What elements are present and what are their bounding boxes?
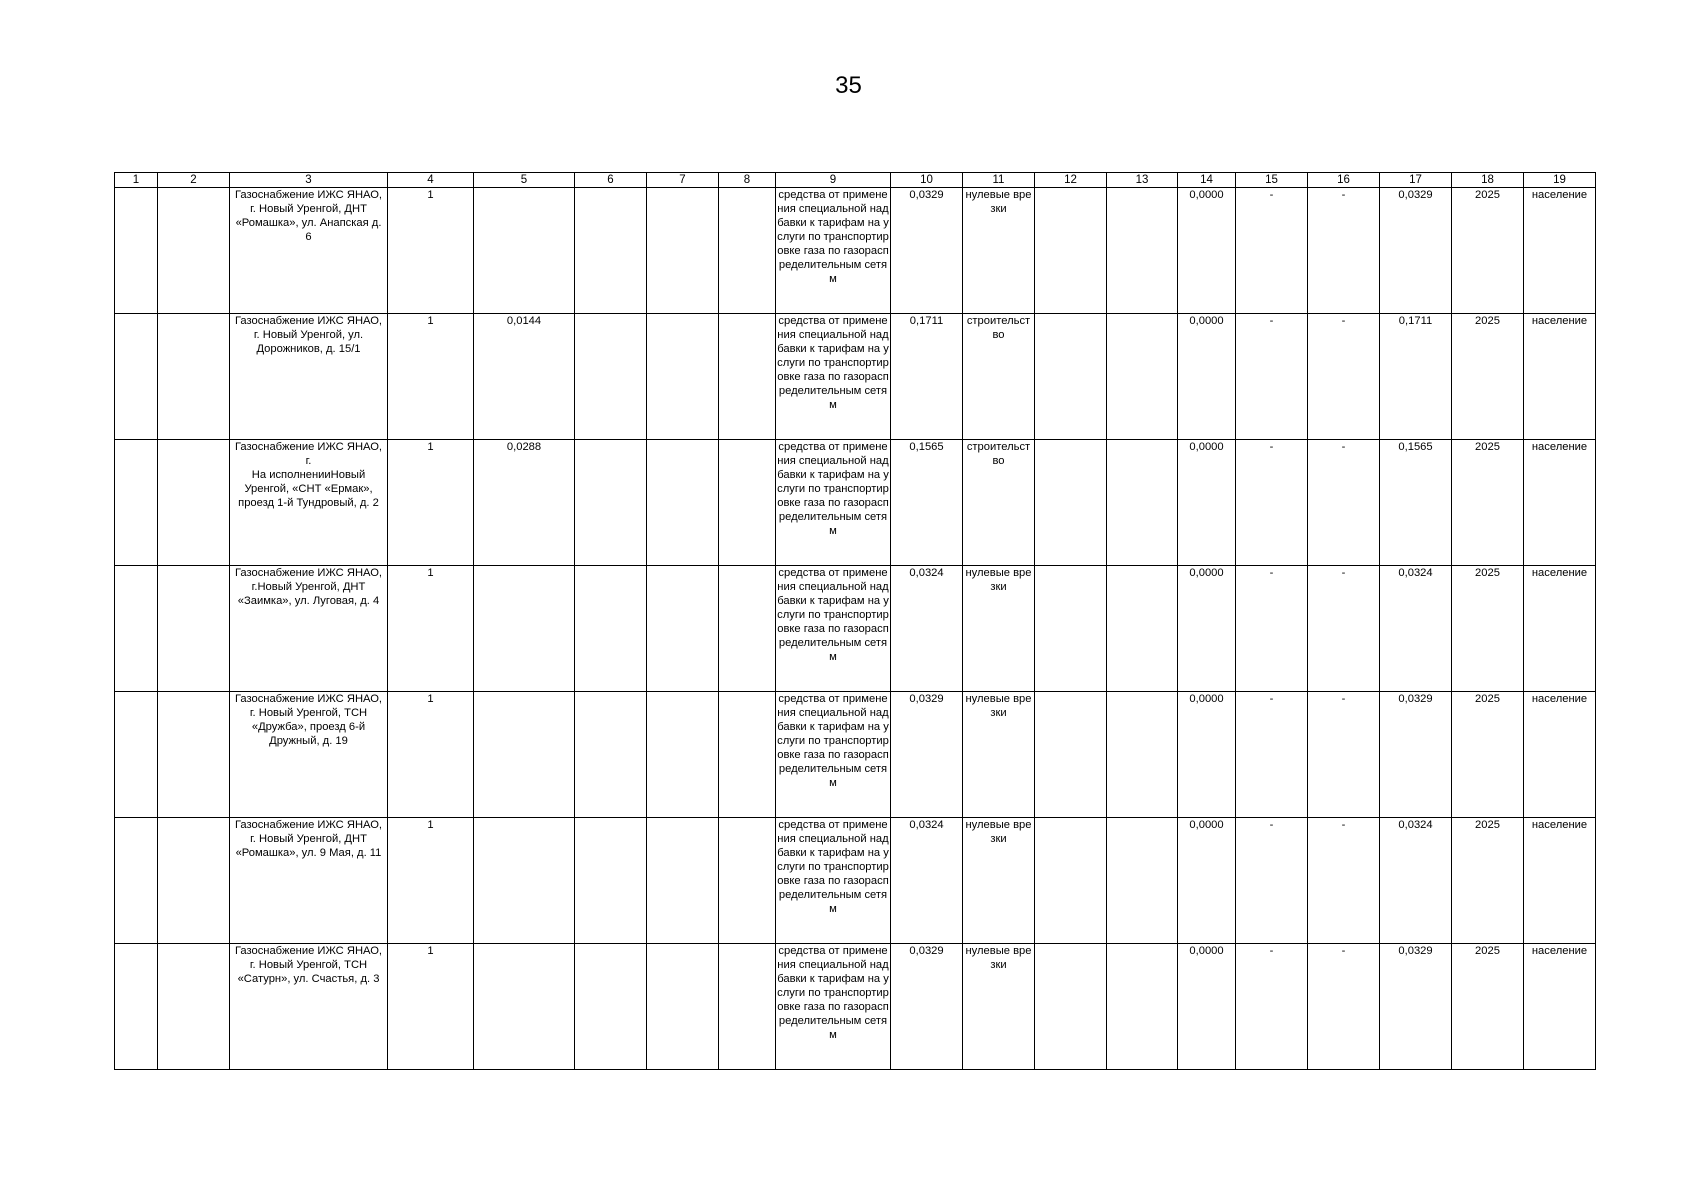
table-row bbox=[115, 944, 1596, 1070]
col-header: 19 bbox=[1524, 173, 1596, 188]
cell-col7 bbox=[647, 566, 719, 692]
cell-col2 bbox=[158, 818, 230, 944]
col-header: 10 bbox=[891, 173, 963, 188]
cell-col8 bbox=[719, 188, 776, 314]
cell-col14: 0,0000 bbox=[1178, 188, 1236, 314]
col-header: 8 bbox=[719, 173, 776, 188]
cell-funding-source: средства от применения специальной надбавки к тарифам на услуги по транспортировке газа по газораспределительным сетям bbox=[776, 818, 891, 944]
table-row bbox=[115, 188, 1596, 314]
cell-work-type: строительство bbox=[963, 440, 1035, 566]
cell-beneficiary: население bbox=[1524, 692, 1596, 818]
col-header: 14 bbox=[1178, 173, 1236, 188]
cell-col15: - bbox=[1236, 818, 1308, 944]
cell-work-type: нулевые врезки bbox=[963, 944, 1035, 1070]
col-header: 4 bbox=[388, 173, 474, 188]
cell-funding-source: средства от применения специальной надбавки к тарифам на услуги по транспортировке газа по газораспределительным сетям bbox=[776, 944, 891, 1070]
table-row bbox=[115, 566, 1596, 692]
cell-col12 bbox=[1035, 818, 1107, 944]
cell-col8 bbox=[719, 314, 776, 440]
cell-col5 bbox=[474, 944, 575, 1070]
cell-col15: - bbox=[1236, 944, 1308, 1070]
cell-object-name: Газоснабжение ИЖС ЯНАО, г. Новый Уренгой, ТСН «Дружба», проезд 6-й Дружный, д. 19 bbox=[230, 692, 388, 818]
cell-col2 bbox=[158, 944, 230, 1070]
cell-col6 bbox=[575, 818, 647, 944]
cell-col13 bbox=[1107, 440, 1178, 566]
cell-col10: 0,0324 bbox=[891, 818, 963, 944]
cell-year: 2025 bbox=[1452, 566, 1524, 692]
cell-col1 bbox=[115, 692, 158, 818]
cell-beneficiary: население bbox=[1524, 314, 1596, 440]
cell-beneficiary: население bbox=[1524, 440, 1596, 566]
cell-beneficiary: население bbox=[1524, 188, 1596, 314]
table-row bbox=[115, 692, 1596, 818]
cell-work-type: нулевые врезки bbox=[963, 818, 1035, 944]
cell-object-name: Газоснабжение ИЖС ЯНАО, г.Новый Уренгой, ДНТ «Заимка», ул. Луговая, д. 4 bbox=[230, 566, 388, 692]
cell-col17: 0,0329 bbox=[1380, 944, 1452, 1070]
cell-col1 bbox=[115, 314, 158, 440]
cell-work-type: нулевые врезки bbox=[963, 566, 1035, 692]
col-header: 13 bbox=[1107, 173, 1178, 188]
cell-col1 bbox=[115, 818, 158, 944]
cell-col17: 0,0324 bbox=[1380, 566, 1452, 692]
cell-col6 bbox=[575, 944, 647, 1070]
cell-work-type: нулевые врезки bbox=[963, 188, 1035, 314]
cell-col10: 0,0329 bbox=[891, 188, 963, 314]
cell-beneficiary: население bbox=[1524, 818, 1596, 944]
col-header: 18 bbox=[1452, 173, 1524, 188]
cell-col15: - bbox=[1236, 440, 1308, 566]
cell-col8 bbox=[719, 566, 776, 692]
cell-col15: - bbox=[1236, 188, 1308, 314]
cell-col14: 0,0000 bbox=[1178, 440, 1236, 566]
cell-col4: 1 bbox=[388, 818, 474, 944]
cell-col4: 1 bbox=[388, 566, 474, 692]
cell-col12 bbox=[1035, 566, 1107, 692]
cell-object-name: Газоснабжение ИЖС ЯНАО, г. Новый Уренгой, ТСН «Сатурн», ул. Счастья, д. 3 bbox=[230, 944, 388, 1070]
cell-col6 bbox=[575, 188, 647, 314]
cell-col6 bbox=[575, 440, 647, 566]
col-header: 7 bbox=[647, 173, 719, 188]
cell-beneficiary: население bbox=[1524, 566, 1596, 692]
cell-col4: 1 bbox=[388, 692, 474, 818]
col-header: 12 bbox=[1035, 173, 1107, 188]
cell-col13 bbox=[1107, 818, 1178, 944]
cell-col17: 0,0329 bbox=[1380, 188, 1452, 314]
cell-col13 bbox=[1107, 692, 1178, 818]
cell-col4: 1 bbox=[388, 314, 474, 440]
cell-col7 bbox=[647, 692, 719, 818]
cell-col17: 0,1565 bbox=[1380, 440, 1452, 566]
cell-funding-source: средства от применения специальной надбавки к тарифам на услуги по транспортировке газа по газораспределительным сетям bbox=[776, 440, 891, 566]
cell-col14: 0,0000 bbox=[1178, 692, 1236, 818]
cell-col2 bbox=[158, 314, 230, 440]
cell-col14: 0,0000 bbox=[1178, 818, 1236, 944]
table-body bbox=[115, 188, 1596, 1070]
cell-col12 bbox=[1035, 188, 1107, 314]
cell-col16: - bbox=[1308, 818, 1380, 944]
cell-col16: - bbox=[1308, 566, 1380, 692]
cell-col13 bbox=[1107, 188, 1178, 314]
cell-year: 2025 bbox=[1452, 188, 1524, 314]
col-header: 2 bbox=[158, 173, 230, 188]
cell-year: 2025 bbox=[1452, 818, 1524, 944]
cell-col16: - bbox=[1308, 188, 1380, 314]
cell-col2 bbox=[158, 188, 230, 314]
cell-col17: 0,0329 bbox=[1380, 692, 1452, 818]
cell-col10: 0,0329 bbox=[891, 692, 963, 818]
cell-col16: - bbox=[1308, 944, 1380, 1070]
page-number: 35 bbox=[835, 72, 862, 99]
cell-col16: - bbox=[1308, 692, 1380, 818]
cell-object-name: Газоснабжение ИЖС ЯНАО, г. Новый Уренгой, ДНТ «Ромашка», ул. 9 Мая, д. 11 bbox=[230, 818, 388, 944]
cell-col15: - bbox=[1236, 692, 1308, 818]
cell-funding-source: средства от применения специальной надбавки к тарифам на услуги по транспортировке газа по газораспределительным сетям bbox=[776, 314, 891, 440]
cell-col1 bbox=[115, 188, 158, 314]
cell-col15: - bbox=[1236, 566, 1308, 692]
cell-col7 bbox=[647, 818, 719, 944]
table-row bbox=[115, 314, 1596, 440]
cell-col5 bbox=[474, 188, 575, 314]
cell-col10: 0,0324 bbox=[891, 566, 963, 692]
col-header: 15 bbox=[1236, 173, 1308, 188]
cell-funding-source: средства от применения специальной надбавки к тарифам на услуги по транспортировке газа по газораспределительным сетям bbox=[776, 566, 891, 692]
cell-col8 bbox=[719, 440, 776, 566]
col-header: 17 bbox=[1380, 173, 1452, 188]
cell-col14: 0,0000 bbox=[1178, 314, 1236, 440]
cell-col1 bbox=[115, 440, 158, 566]
col-header: 9 bbox=[776, 173, 891, 188]
cell-col7 bbox=[647, 314, 719, 440]
cell-col7 bbox=[647, 188, 719, 314]
cell-col12 bbox=[1035, 944, 1107, 1070]
cell-col13 bbox=[1107, 314, 1178, 440]
cell-col12 bbox=[1035, 314, 1107, 440]
cell-col12 bbox=[1035, 692, 1107, 818]
cell-col17: 0,1711 bbox=[1380, 314, 1452, 440]
cell-col5 bbox=[474, 692, 575, 818]
cell-col4: 1 bbox=[388, 188, 474, 314]
cell-col17: 0,0324 bbox=[1380, 818, 1452, 944]
cell-work-type: строительство bbox=[963, 314, 1035, 440]
col-header: 3 bbox=[230, 173, 388, 188]
cell-col16: - bbox=[1308, 440, 1380, 566]
header-row bbox=[115, 173, 1596, 188]
cell-work-type: нулевые врезки bbox=[963, 692, 1035, 818]
cell-col7 bbox=[647, 440, 719, 566]
cell-col10: 0,1711 bbox=[891, 314, 963, 440]
cell-col8 bbox=[719, 818, 776, 944]
cell-col2 bbox=[158, 566, 230, 692]
cell-year: 2025 bbox=[1452, 440, 1524, 566]
cell-funding-source: средства от применения специальной надбавки к тарифам на услуги по транспортировке газа по газораспределительным сетям bbox=[776, 692, 891, 818]
cell-col6 bbox=[575, 566, 647, 692]
cell-col4: 1 bbox=[388, 440, 474, 566]
investment-table bbox=[114, 172, 1596, 1070]
cell-year: 2025 bbox=[1452, 692, 1524, 818]
cell-col5 bbox=[474, 566, 575, 692]
col-header: 6 bbox=[575, 173, 647, 188]
cell-funding-source: средства от применения специальной надбавки к тарифам на услуги по транспортировке газа по газораспределительным сетям bbox=[776, 188, 891, 314]
cell-beneficiary: население bbox=[1524, 944, 1596, 1070]
cell-col13 bbox=[1107, 566, 1178, 692]
col-header: 1 bbox=[115, 173, 158, 188]
cell-col1 bbox=[115, 566, 158, 692]
cell-year: 2025 bbox=[1452, 314, 1524, 440]
cell-col4: 1 bbox=[388, 944, 474, 1070]
cell-col10: 0,0329 bbox=[891, 944, 963, 1070]
cell-col14: 0,0000 bbox=[1178, 566, 1236, 692]
cell-object-name: Газоснабжение ИЖС ЯНАО, г. На исполненииНовый Уренгой, «СНТ «Ермак», проезд 1-й Тундровый, д. 2 bbox=[230, 440, 388, 566]
cell-col8 bbox=[719, 692, 776, 818]
cell-col13 bbox=[1107, 944, 1178, 1070]
cell-object-name: Газоснабжение ИЖС ЯНАО, г. Новый Уренгой, ул. Дорожников, д. 15/1 bbox=[230, 314, 388, 440]
cell-object-name: Газоснабжение ИЖС ЯНАО, г. Новый Уренгой, ДНТ «Ромашка», ул. Анапская д. 6 bbox=[230, 188, 388, 314]
cell-col10: 0,1565 bbox=[891, 440, 963, 566]
cell-col12 bbox=[1035, 440, 1107, 566]
cell-col5: 0,0288 bbox=[474, 440, 575, 566]
cell-col2 bbox=[158, 440, 230, 566]
cell-col5 bbox=[474, 818, 575, 944]
cell-year: 2025 bbox=[1452, 944, 1524, 1070]
col-header: 5 bbox=[474, 173, 575, 188]
cell-col14: 0,0000 bbox=[1178, 944, 1236, 1070]
cell-col1 bbox=[115, 944, 158, 1070]
col-header: 11 bbox=[963, 173, 1035, 188]
cell-col2 bbox=[158, 692, 230, 818]
table-row bbox=[115, 818, 1596, 944]
cell-col15: - bbox=[1236, 314, 1308, 440]
cell-col8 bbox=[719, 944, 776, 1070]
cell-col7 bbox=[647, 944, 719, 1070]
table-row bbox=[115, 440, 1596, 566]
cell-col5: 0,0144 bbox=[474, 314, 575, 440]
cell-col6 bbox=[575, 692, 647, 818]
cell-col16: - bbox=[1308, 314, 1380, 440]
cell-col6 bbox=[575, 314, 647, 440]
col-header: 16 bbox=[1308, 173, 1380, 188]
